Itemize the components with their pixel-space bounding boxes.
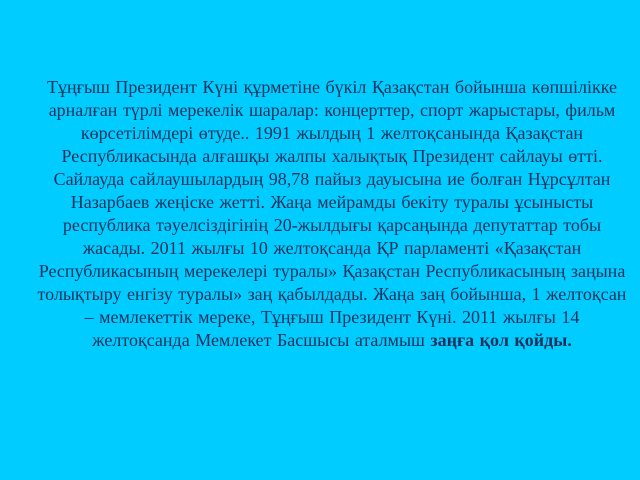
slide-paragraph-bold-tail: заңға қол қойды. [430, 330, 572, 350]
slide-paragraph-body: Тұңғыш Президент Күні құрметіне бүкіл Қазақстан бойынша көпшілікке арналған түрлі мерекелік шаралар: концерттер, спорт жарыстары, фильм көрсетілімдері өтуде.. 1991 жылдың 1 желтоқсанында Қазақстан Республикасында алғашқы жалпы халықтық Президент сайлауы өтті. Сайлауда сайлаушылардың 98,78 пайыз дауысына ие болған Нұрсұлтан Назарбаев жеңіске жетті. Жаңа мейрамды бекіту туралы ұсынысты республика тәуелсіздігінің 20-жылдығы қарсаңында депутаттар тобы жасады. 2011 жылғы 10 желтоқсанда ҚР парламенті «Қазақстан Республикасының мерекелері туралы» Қазақстан Республикасының заңына толықтыру енгізу туралы» заң қабылдады. Жаңа заң бойынша, 1 желтоқсан – мемлекеттік мереке, Тұңғыш Президент Күні. 2011 жылғы 14 желтоқсанда Мемлекет Басшысы аталмыш [37, 77, 627, 350]
slide-paragraph [36, 76, 628, 352]
